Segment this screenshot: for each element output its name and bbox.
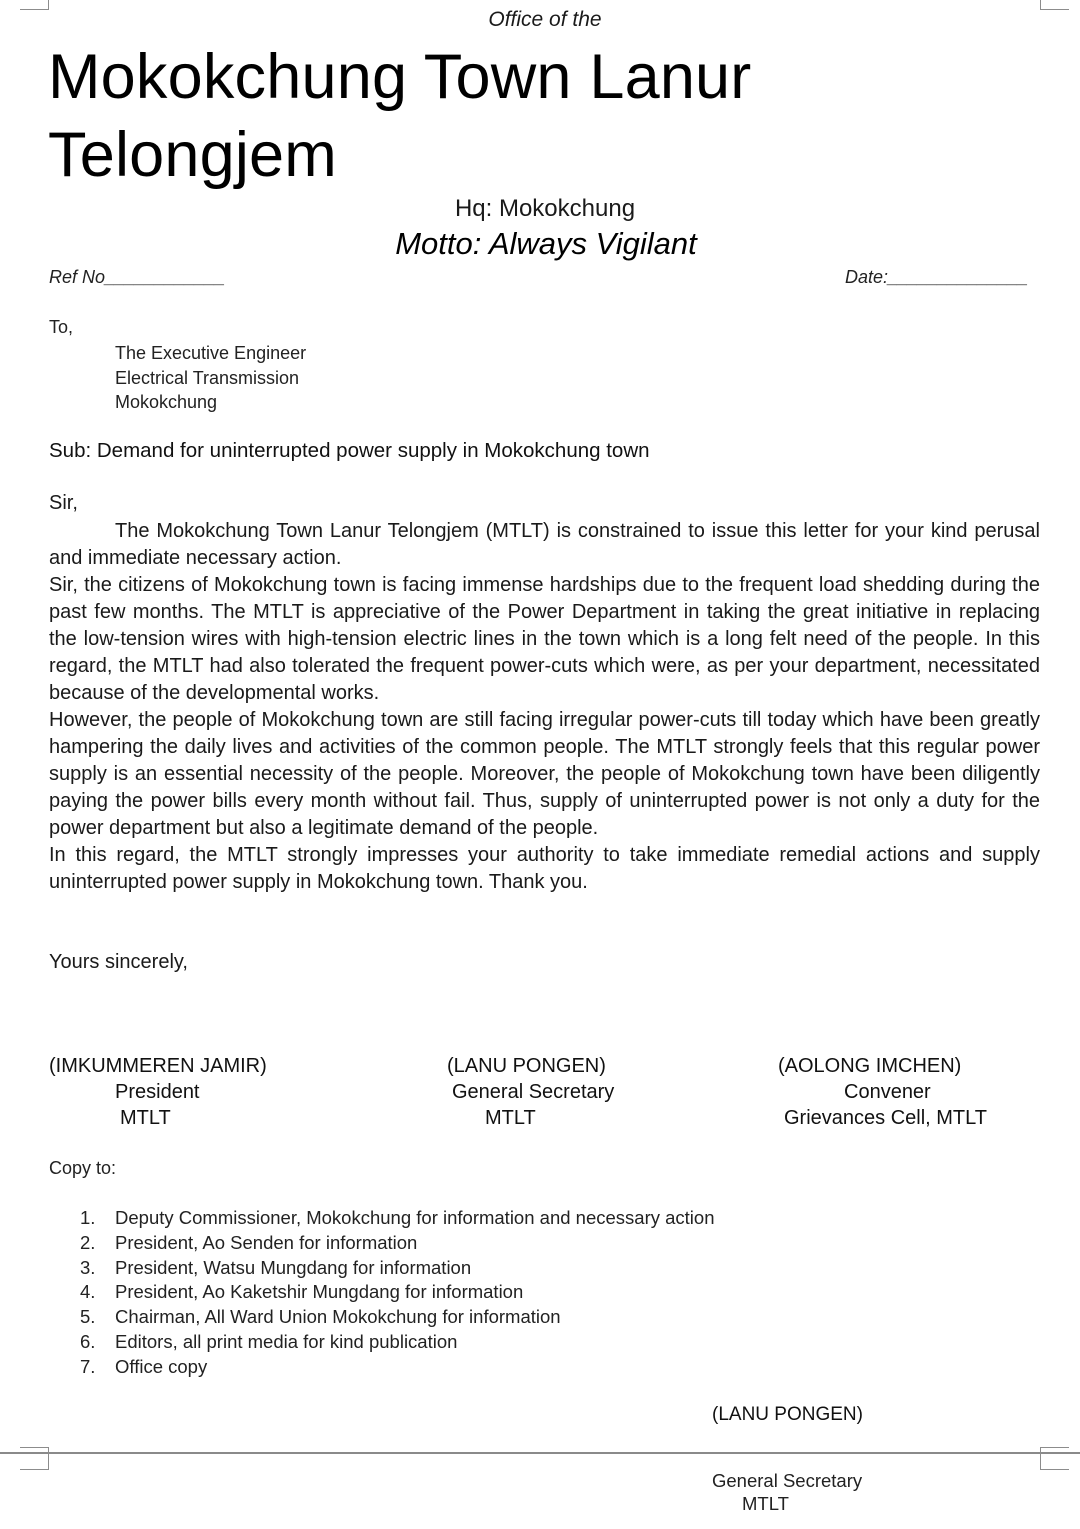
list-number: 3. — [80, 1256, 96, 1278]
date-field: Date:______________ — [845, 267, 1029, 287]
list-number: 6. — [80, 1330, 96, 1352]
organization-name-line-2: Telongjem — [48, 120, 337, 190]
copy-to-item — [80, 1330, 714, 1355]
body-paragraph: Sir, the citizens of Mokokchung town is facing immense hardships due to the frequent load shedding during the past few months. The MTLT is appreciative of the Power Department in taking the great initiative in replacing the low-tension wires with high-tension electric lines in the town which is a long felt need of the people. In this regard, the MTLT had also tolerated the frequent power-cuts which were, as per your department, necessitated because of the developmental works. — [49, 574, 1040, 704]
copy-to-item — [80, 1355, 714, 1380]
footer-signatory-block — [712, 1469, 862, 1515]
reference-number-field: Ref No____________ — [49, 267, 226, 287]
recipient-address — [115, 341, 306, 415]
organization-name — [48, 38, 948, 194]
body-paragraph: The Mokokchung Town Lanur Telongjem (MTLT) is constrained to issue this letter for your kind perusal and immediate necessary action. — [49, 520, 1040, 569]
signatory-title: General Secretary — [452, 1081, 615, 1103]
signatory-block — [49, 1053, 267, 1131]
body-paragraph: However, the people of Mokokchung town are still facing irregular power-cuts till today which have been greatly hampering the daily lives and activities of the common people. The MTLT strongly feels that this regular power supply is an essential necessity of the people. Moreover, the people of Mokokchung town have been diligently paying the power bills every month without fail. Thus, supply of uninterrupted power is not only a duty for the power department but also a legitimate demand of the people. — [49, 709, 1040, 839]
signatory-name: (IMKUMMEREN JAMIR) — [49, 1055, 267, 1077]
footer-signatory-title: General Secretary — [712, 1470, 863, 1491]
closing: Yours sincerely, — [49, 951, 188, 973]
copy-to-item — [80, 1280, 714, 1305]
signatory-org: MTLT — [120, 1107, 171, 1129]
signatory-name: (AOLONG IMCHEN) — [778, 1055, 962, 1077]
crop-mark-bottom-right — [1040, 1447, 1069, 1470]
office-of-label: Office of the — [488, 8, 602, 31]
copy-to-text: Deputy Commissioner, Mokokchung for information and necessary action — [115, 1207, 715, 1228]
headquarters: Hq: Mokokchung — [454, 195, 636, 222]
copy-to-item — [80, 1305, 714, 1330]
signatory-org: MTLT — [485, 1107, 536, 1129]
copy-to-list — [80, 1206, 714, 1380]
list-number: 5. — [80, 1306, 96, 1328]
recipient-line: Electrical Transmission — [115, 367, 300, 388]
signatory-block — [447, 1053, 614, 1131]
letter-body — [49, 518, 1040, 896]
to-label: To, — [49, 317, 74, 337]
copy-to-item — [80, 1206, 714, 1231]
list-number: 7. — [80, 1355, 96, 1377]
recipient-line: The Executive Engineer — [115, 343, 307, 363]
footer-signatory-name: (LANU PONGEN) — [712, 1404, 863, 1425]
list-number: 2. — [80, 1231, 96, 1253]
organization-name-line-1: Mokokchung Town Lanur — [48, 42, 752, 112]
copy-to-label: Copy to: — [49, 1158, 117, 1178]
recipient-line: Mokokchung — [115, 392, 218, 412]
subject-line: Sub: Demand for uninterrupted power supply in Mokokchung town — [49, 439, 650, 462]
list-number: 4. — [80, 1281, 96, 1303]
signatory-block — [778, 1053, 987, 1131]
copy-to-item — [80, 1256, 714, 1281]
copy-to-text: Editors, all print media for kind publication — [115, 1330, 458, 1352]
motto: Motto: Always Vigilant — [395, 226, 697, 261]
signatory-title: Convener — [844, 1081, 931, 1103]
list-number: 1. — [80, 1207, 96, 1228]
crop-mark-bottom-left — [20, 1447, 49, 1470]
body-paragraph: In this regard, the MTLT strongly impresses your authority to take immediate remedial actions and supply uninterrupted power supply in Mokokchung town. Thank you. — [49, 844, 1040, 893]
signatory-title: President — [115, 1081, 200, 1103]
copy-to-text: Office copy — [115, 1355, 208, 1377]
copy-to-text: President, Ao Kaketshir Mungdang for information — [115, 1281, 524, 1303]
copy-to-text: Chairman, All Ward Union Mokokchung for information — [115, 1306, 561, 1328]
footer-signatory-org: MTLT — [742, 1493, 789, 1514]
copy-to-text: President, Ao Senden for information — [115, 1231, 418, 1253]
copy-to-item — [80, 1231, 714, 1256]
salutation: Sir, — [49, 492, 78, 514]
copy-to-text: President, Watsu Mungdang for information — [115, 1256, 472, 1278]
signatory-org: Grievances Cell, MTLT — [784, 1107, 988, 1129]
page-break-line — [0, 1452, 1080, 1454]
signatory-name: (LANU PONGEN) — [447, 1055, 606, 1077]
